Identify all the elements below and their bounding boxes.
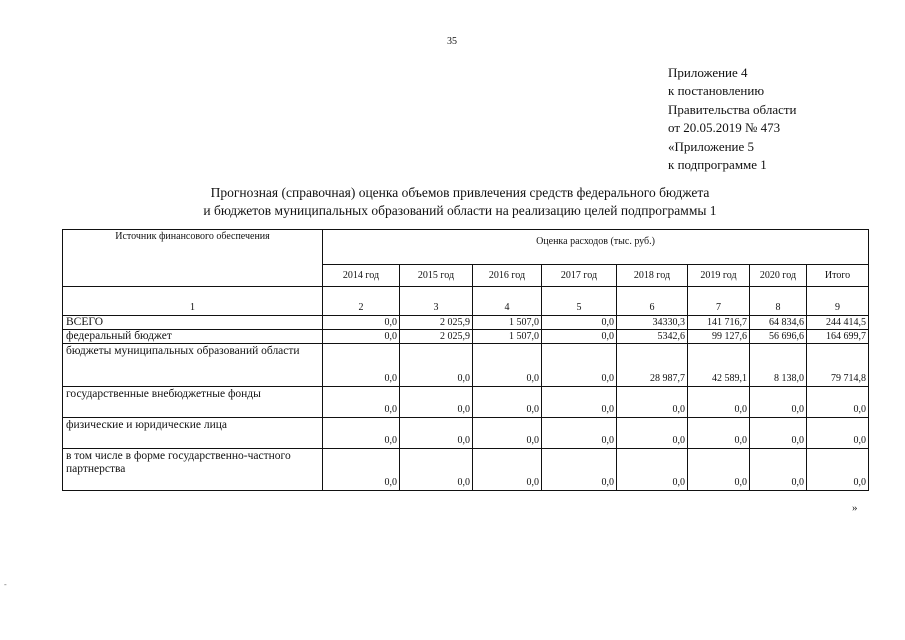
year-header: 2019 год (688, 265, 750, 287)
page-number: 35 (447, 36, 457, 47)
value-cell: 0,0 (400, 449, 473, 491)
document-title (90, 184, 830, 220)
value-cell: 0,0 (542, 330, 617, 344)
value-cell: 0,0 (323, 449, 400, 491)
expenses-header: Оценка расходов (тыс. руб.) (323, 230, 869, 265)
value-cell: 34330,3 (617, 316, 688, 330)
year-header: 2020 год (750, 265, 807, 287)
financing-table (62, 229, 869, 491)
value-cell: 0,0 (400, 344, 473, 387)
value-cell: 42 589,1 (688, 344, 750, 387)
value-cell: 0,0 (750, 449, 807, 491)
value-cell: 0,0 (323, 418, 400, 449)
value-cell: 2 025,9 (400, 330, 473, 344)
value-cell: 2 025,9 (400, 316, 473, 330)
value-cell: 0,0 (542, 316, 617, 330)
source-cell: бюджеты муниципальных образований области (63, 344, 323, 387)
year-header: 2015 год (400, 265, 473, 287)
value-cell: 0,0 (617, 387, 688, 418)
appendix-note-line: Приложение 4 (668, 65, 748, 80)
value-cell: 0,0 (807, 387, 869, 418)
value-cell: 0,0 (323, 316, 400, 330)
column-number: 5 (542, 287, 617, 316)
appendix-note-line: к подпрограмме 1 (668, 157, 767, 173)
table-row (63, 449, 869, 491)
table-row (63, 387, 869, 418)
value-cell: 0,0 (688, 387, 750, 418)
appendix-note (668, 64, 797, 174)
edge-mark: - (4, 580, 7, 589)
source-cell: государственные внебюджетные фонды (63, 387, 323, 418)
value-cell: 56 696,6 (750, 330, 807, 344)
value-cell: 0,0 (807, 418, 869, 449)
value-cell: 28 987,7 (617, 344, 688, 387)
column-number: 9 (807, 287, 869, 316)
closing-quote: » (852, 502, 858, 514)
value-cell: 1 507,0 (473, 330, 542, 344)
column-number: 1 (63, 287, 323, 316)
header-row (63, 230, 869, 265)
source-header: Источник финансового обеспечения (63, 230, 323, 287)
appendix-note-line: к постановлению (668, 83, 765, 99)
value-cell: 64 834,6 (750, 316, 807, 330)
value-cell: 0,0 (542, 344, 617, 387)
value-cell: 0,0 (473, 387, 542, 418)
value-cell: 141 716,7 (688, 316, 750, 330)
value-cell: 8 138,0 (750, 344, 807, 387)
document-title-line: Прогнозная (справочная) оценка объемов привлечения средств федерального бюджета (210, 185, 710, 200)
appendix-note-line: Правительства области (668, 101, 797, 117)
table-row (63, 316, 869, 330)
value-cell: 0,0 (400, 418, 473, 449)
table-row (63, 330, 869, 344)
value-cell: 5342,6 (617, 330, 688, 344)
year-header: 2014 год (323, 265, 400, 287)
appendix-note-line: «Приложение 5 (668, 138, 755, 154)
value-cell: 0,0 (473, 449, 542, 491)
document-title-line: и бюджетов муниципальных образований области на реализацию целей подпрограммы 1 (203, 203, 717, 218)
value-cell: 0,0 (323, 330, 400, 344)
appendix-note-line: от 20.05.2019 № 473 (668, 120, 781, 136)
value-cell: 0,0 (807, 449, 869, 491)
source-cell: федеральный бюджет (63, 330, 323, 344)
year-header: 2017 год (542, 265, 617, 287)
column-number: 7 (688, 287, 750, 316)
year-header: 2016 год (473, 265, 542, 287)
column-number: 3 (400, 287, 473, 316)
table-row (63, 344, 869, 387)
value-cell: 0,0 (473, 344, 542, 387)
year-header: 2018 год (617, 265, 688, 287)
value-cell: 0,0 (542, 418, 617, 449)
column-number: 2 (323, 287, 400, 316)
value-cell: 0,0 (688, 449, 750, 491)
source-cell: ВСЕГО (63, 316, 323, 330)
value-cell: 0,0 (750, 418, 807, 449)
value-cell: 0,0 (617, 418, 688, 449)
value-cell: 1 507,0 (473, 316, 542, 330)
column-number: 8 (750, 287, 807, 316)
source-cell: в том числе в форме государственно-частного партнерства (63, 449, 323, 491)
value-cell: 0,0 (473, 418, 542, 449)
value-cell: 0,0 (542, 387, 617, 418)
source-cell: физические и юридические лица (63, 418, 323, 449)
value-cell: 0,0 (688, 418, 750, 449)
value-cell: 244 414,5 (807, 316, 869, 330)
value-cell: 79 714,8 (807, 344, 869, 387)
value-cell: 0,0 (323, 344, 400, 387)
value-cell: 164 699,7 (807, 330, 869, 344)
value-cell: 99 127,6 (688, 330, 750, 344)
column-number: 6 (617, 287, 688, 316)
value-cell: 0,0 (750, 387, 807, 418)
year-header: Итого (807, 265, 869, 287)
table-row (63, 418, 869, 449)
value-cell: 0,0 (400, 387, 473, 418)
value-cell: 0,0 (542, 449, 617, 491)
column-number: 4 (473, 287, 542, 316)
column-number-row (63, 287, 869, 316)
value-cell: 0,0 (617, 449, 688, 491)
value-cell: 0,0 (323, 387, 400, 418)
